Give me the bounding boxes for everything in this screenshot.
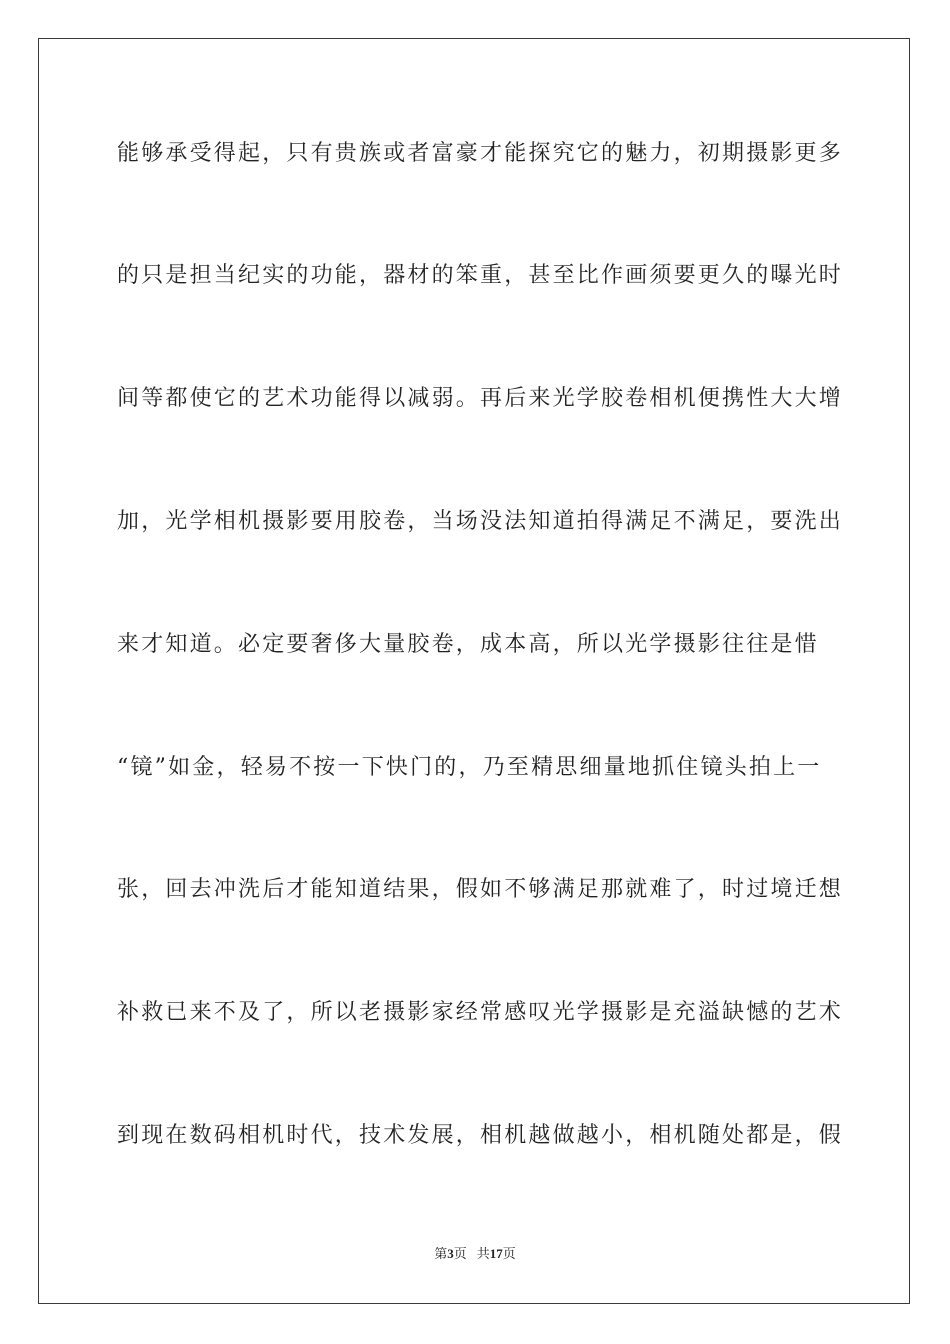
text-line-7: 张，回去冲洗后才能知道结果，假如不够满足那就难了，时过境迁想 xyxy=(117,877,844,902)
page-prefix: 第 xyxy=(434,1247,448,1262)
text-line-8: 补救已来不及了，所以老摄影家经常感叹光学摄影是充溢缺憾的艺术 xyxy=(117,1000,844,1025)
text-line-6: “镜”如金，轻易不按一下快门的，乃至精思细量地抓住镜头拍上一 xyxy=(117,755,822,780)
page-suffix: 页 xyxy=(453,1247,467,1262)
text-line-3: 间等都使它的艺术功能得以减弱。再后来光学胶卷相机便携性大大增 xyxy=(117,386,844,411)
text-line-9: 到现在数码相机时代，技术发展，相机越做越小，相机随处都是，假 xyxy=(117,1123,844,1148)
text-line-2: 的只是担当纪实的功能，器材的笨重，甚至比作画须要更久的曝光时 xyxy=(117,263,844,288)
total-pages: 17 xyxy=(489,1246,503,1261)
page-border xyxy=(38,38,910,1304)
total-suffix: 页 xyxy=(502,1247,516,1262)
text-line-5: 来才知道。必定要奢侈大量胶卷，成本高，所以光学摄影往往是惜 xyxy=(117,632,819,657)
page-footer xyxy=(0,1245,950,1264)
text-line-4: 加，光学相机摄影要用胶卷，当场没法知道拍得满足不满足，要洗出 xyxy=(117,509,844,534)
page-number: 3 xyxy=(447,1246,454,1261)
total-prefix: 共 xyxy=(476,1247,490,1262)
text-line-1: 能够承受得起，只有贵族或者富豪才能探究它的魅力，初期摄影更多 xyxy=(117,141,844,166)
